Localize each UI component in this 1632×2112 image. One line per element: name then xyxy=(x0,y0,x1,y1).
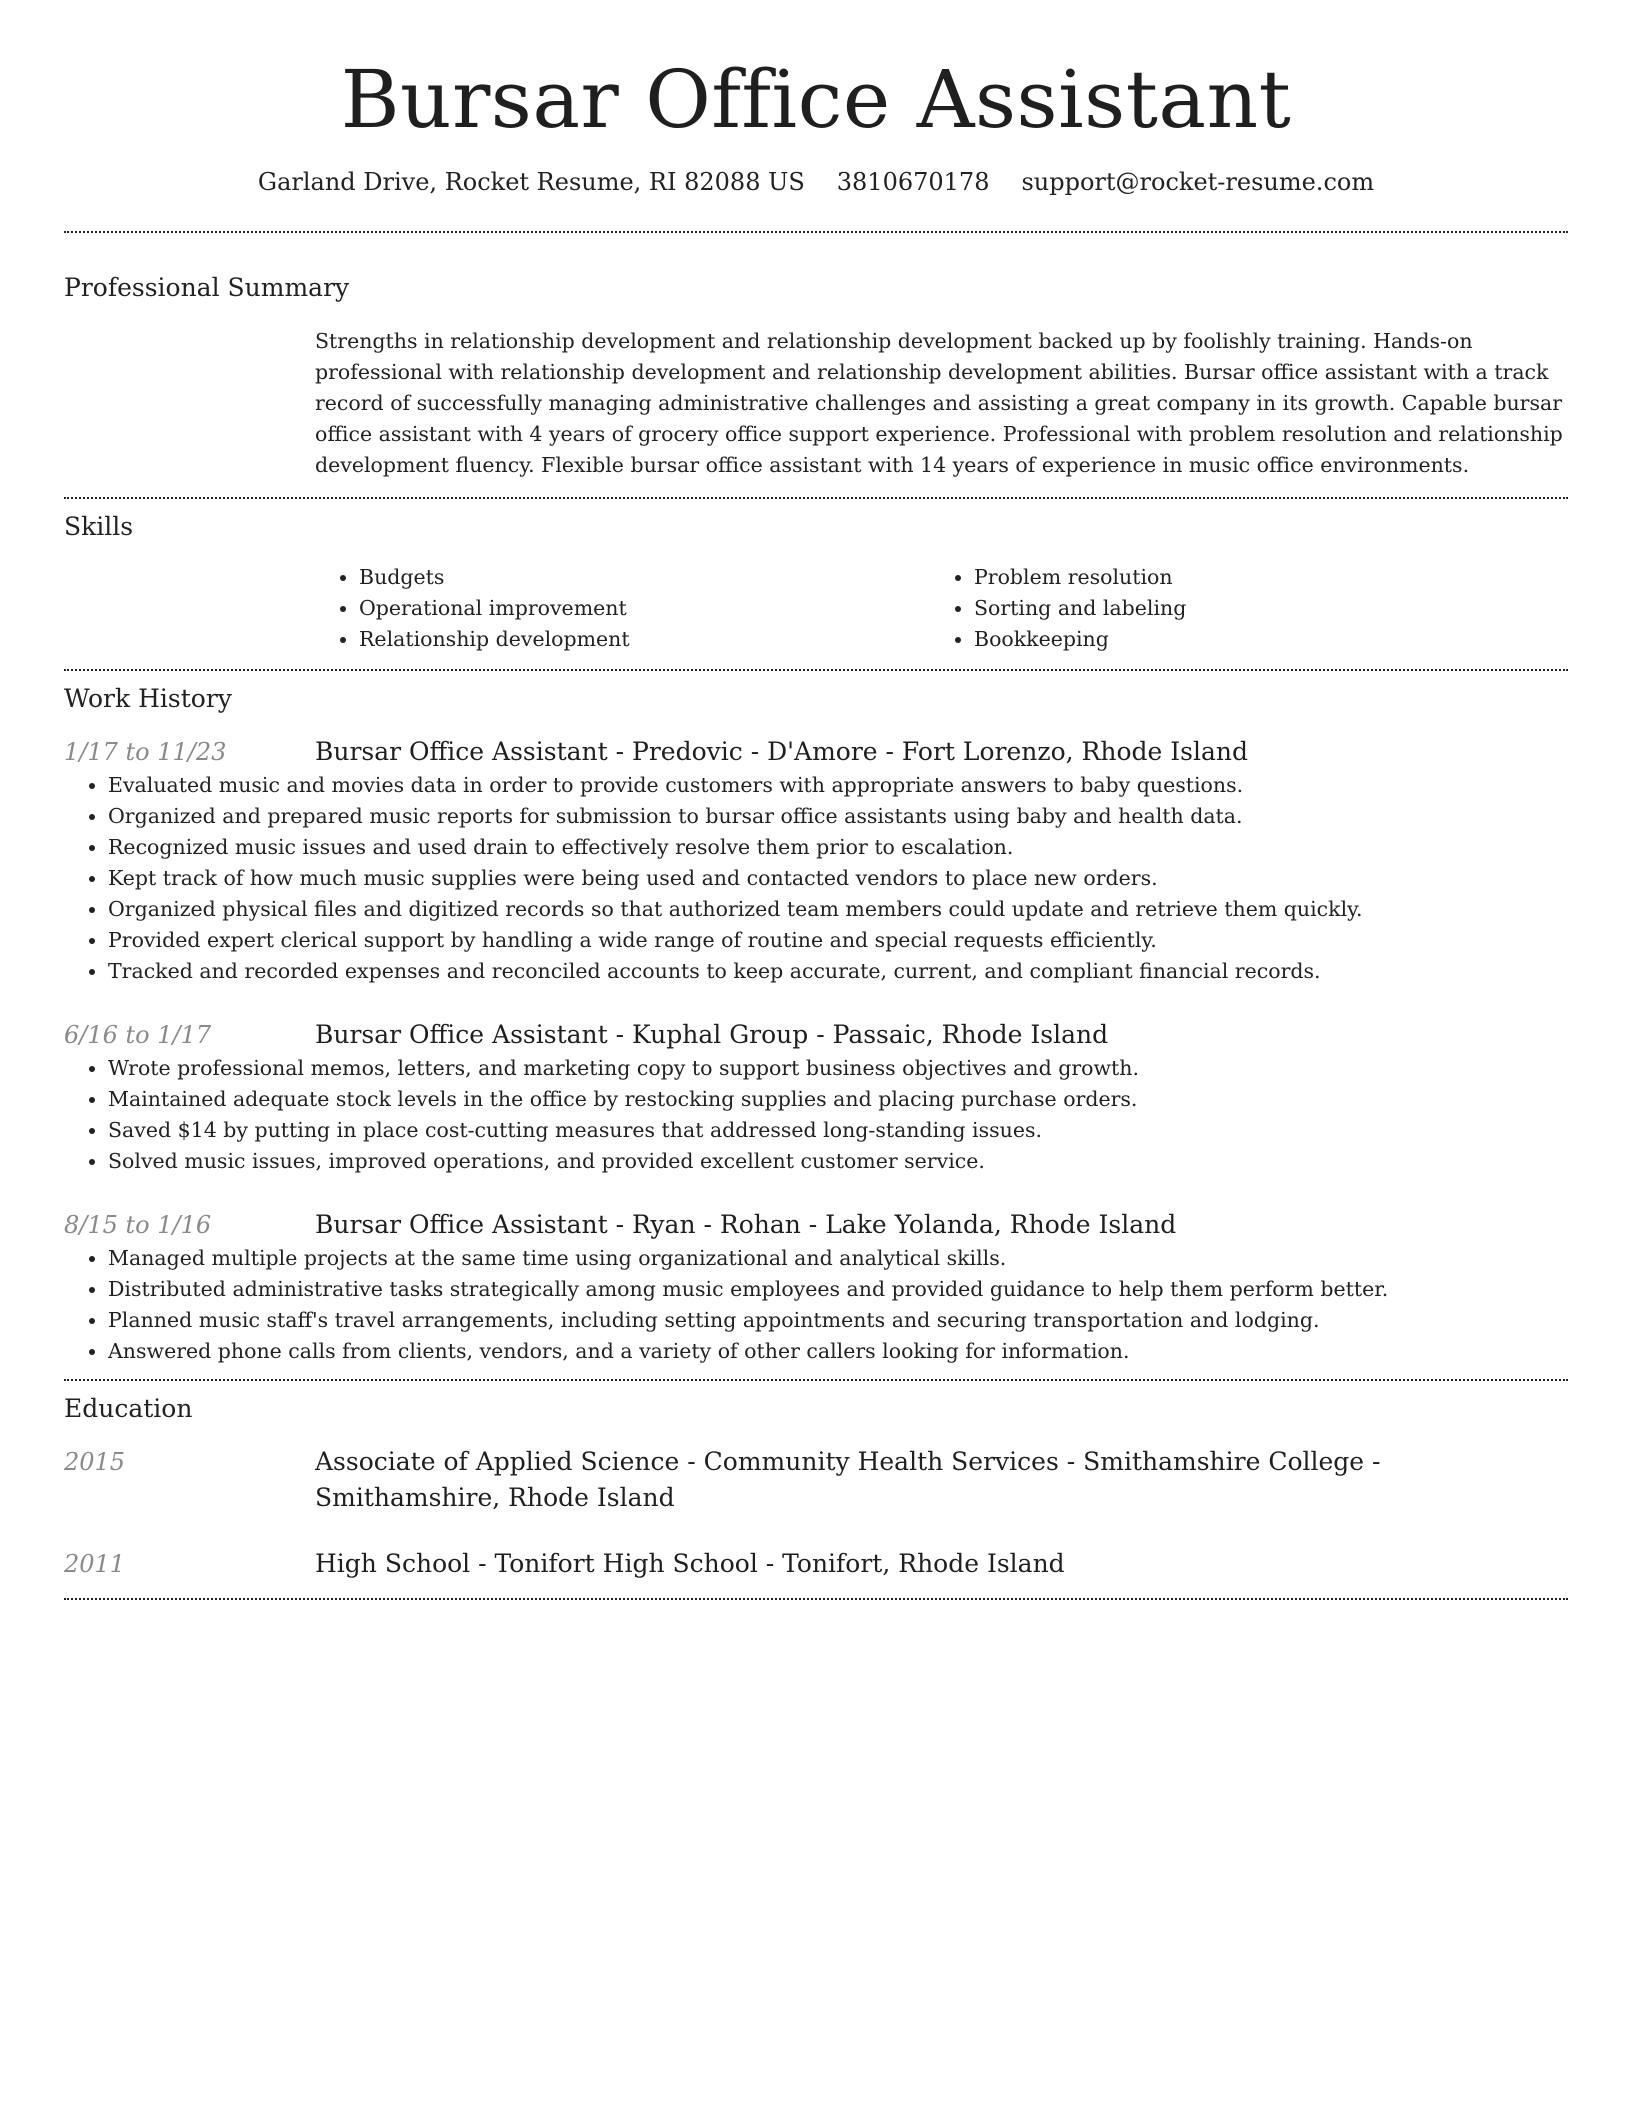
skill-item: • Budgets xyxy=(359,562,930,593)
job-bullets xyxy=(64,770,1568,987)
job-bullet: • Solved music issues, improved operations, and provided excellent customer service. xyxy=(108,1146,1568,1177)
education-section xyxy=(64,1381,1568,1598)
resume-page xyxy=(64,0,1568,1600)
skill-item: • Relationship development xyxy=(359,624,930,655)
job-entry xyxy=(64,1017,1568,1177)
job-bullet: • Saved $14 by putting in place cost-cutting measures that addressed long-standing issues. xyxy=(108,1115,1568,1146)
job-bullet: • Distributed administrative tasks strategically among music employees and provided guidance to help them perform better. xyxy=(108,1274,1568,1305)
divider xyxy=(64,1598,1568,1600)
skill-item: • Bookkeeping xyxy=(974,624,1530,655)
contact-address: Garland Drive, Rocket Resume, RI 82088 US xyxy=(257,168,805,196)
education-title: Associate of Applied Science - Community Health Services - Smithamshire College - Smithamshire, Rhode Island xyxy=(315,1447,1381,1512)
work-history-section xyxy=(64,671,1568,1379)
contact-phone: 3810670178 xyxy=(836,168,990,196)
job-dates: 6/16 to 1/17 xyxy=(64,1021,212,1049)
job-bullet: • Organized and prepared music reports for submission to bursar office assistants using baby and health data. xyxy=(108,801,1568,832)
job-bullets xyxy=(64,1053,1568,1177)
skill-item: • Operational improvement xyxy=(359,593,930,624)
skills-list-left xyxy=(315,562,930,655)
job-bullet: • Recognized music issues and used drain to effectively resolve them prior to escalation. xyxy=(108,832,1568,863)
job-dates: 1/17 to 11/23 xyxy=(64,738,227,766)
job-title: Bursar Office Assistant - Predovic - D'Amore - Fort Lorenzo, Rhode Island xyxy=(315,737,1248,766)
education-heading: Education xyxy=(64,1394,193,1423)
resume-name: Bursar Office Assistant xyxy=(340,53,1292,146)
job-bullet: • Maintained adequate stock levels in the office by restocking supplies and placing purchase orders. xyxy=(108,1084,1568,1115)
job-title: Bursar Office Assistant - Ryan - Rohan - Lake Yolanda, Rhode Island xyxy=(315,1210,1177,1239)
job-bullet: • Managed multiple projects at the same time using organizational and analytical skills. xyxy=(108,1243,1568,1274)
skills-list-right xyxy=(930,562,1530,655)
skills-section xyxy=(64,499,1568,669)
job-entry xyxy=(64,734,1568,987)
job-bullet: • Planned music staff's travel arrangements, including setting appointments and securing transportation and lodging. xyxy=(108,1305,1568,1336)
work-history-heading: Work History xyxy=(64,684,232,713)
education-entry xyxy=(64,1546,1568,1582)
skills-heading: Skills xyxy=(64,512,134,541)
contact-line xyxy=(64,166,1568,198)
job-bullet: • Wrote professional memos, letters, and marketing copy to support business objectives and growth. xyxy=(108,1053,1568,1084)
job-bullet: • Tracked and recorded expenses and reconciled accounts to keep accurate, current, and compliant financial records. xyxy=(108,956,1568,987)
job-entry xyxy=(64,1207,1568,1367)
skill-item: • Problem resolution xyxy=(974,562,1530,593)
job-dates: 8/15 to 1/16 xyxy=(64,1211,212,1239)
summary-text: Strengths in relationship development and relationship development backed up by foolishly training. Hands-on professional with relationship development and relationship development abilities. Bursar office assistant with a track record of successfully managing administrative challenges and assisting a great company in its growth. Capable bursar office assistant with 4 years of grocery office support experience. Professional with problem resolution and relationship development fluency. Flexible bursar office assistant with 14 years of experience in music office environments. xyxy=(315,329,1563,477)
education-title: High School - Tonifort High School - Tonifort, Rhode Island xyxy=(315,1549,1065,1578)
education-entry xyxy=(64,1444,1568,1516)
job-title: Bursar Office Assistant - Kuphal Group - Passaic, Rhode Island xyxy=(315,1020,1109,1049)
job-bullet: • Evaluated music and movies data in order to provide customers with appropriate answers to baby questions. xyxy=(108,770,1568,801)
contact-email: support@rocket-resume.com xyxy=(1021,168,1375,196)
education-year: 2015 xyxy=(64,1448,126,1476)
job-bullet: • Kept track of how much music supplies were being used and contacted vendors to place new orders. xyxy=(108,863,1568,894)
job-bullets xyxy=(64,1243,1568,1367)
skill-item: • Sorting and labeling xyxy=(974,593,1530,624)
job-bullet: • Answered phone calls from clients, vendors, and a variety of other callers looking for information. xyxy=(108,1336,1568,1367)
summary-heading: Professional Summary xyxy=(64,273,350,302)
job-bullet: • Provided expert clerical support by handling a wide range of routine and special requests efficiently. xyxy=(108,925,1568,956)
job-bullet: • Organized physical files and digitized records so that authorized team members could update and retrieve them quickly. xyxy=(108,894,1568,925)
education-year: 2011 xyxy=(64,1550,126,1578)
summary-section xyxy=(64,233,1568,497)
